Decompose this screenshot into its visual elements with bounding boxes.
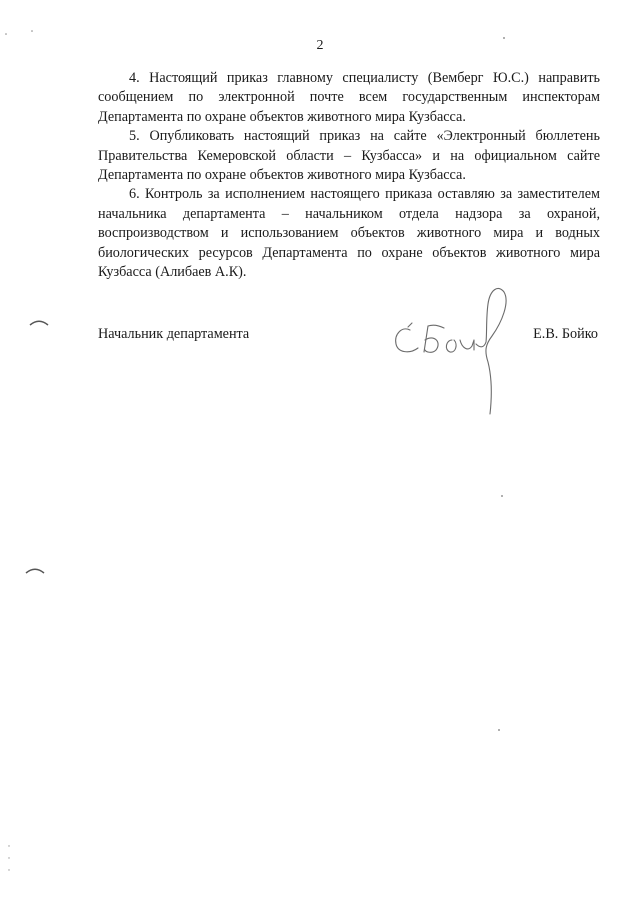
- scan-artifact-mark: [28, 318, 50, 328]
- scan-dot-marks: [2, 28, 42, 40]
- signatory-name: Е.В. Бойко: [533, 326, 598, 342]
- paragraph-4: 4. Настоящий приказ главному специалисту (Вемберг Ю.С.) направить сообщением по электронной почте всем государственным инспекторам Департамента по охране объектов животного мира Кузбасса.: [98, 70, 600, 125]
- document-body: [98, 69, 600, 282]
- paragraph-6: 6. Контроль за исполнением настоящего приказа оставляю за заместителем начальника департамента – начальником отдела надзора за охраной, воспроизводством и использованием объектов животного мира и водных биологических ресурсов Департамента по охране объектов животного мира Кузбасса (Алибаев А.К).: [98, 186, 600, 281]
- paragraph-5: 5. Опубликовать настоящий приказ на сайте «Электронный бюллетень Правительства Кемеровской области – Кузбасса» и на официальном сайте Департамента по охране объектов животного мира Кузбасса.: [98, 128, 600, 184]
- scan-artifact-mark: [24, 566, 46, 576]
- signatory-title: Начальник департамента: [98, 326, 250, 342]
- scan-dot-marks: [494, 30, 514, 510]
- scan-edge-marks: [6, 842, 12, 882]
- page-number: 2: [316, 38, 324, 53]
- scan-dot-marks: [494, 724, 504, 736]
